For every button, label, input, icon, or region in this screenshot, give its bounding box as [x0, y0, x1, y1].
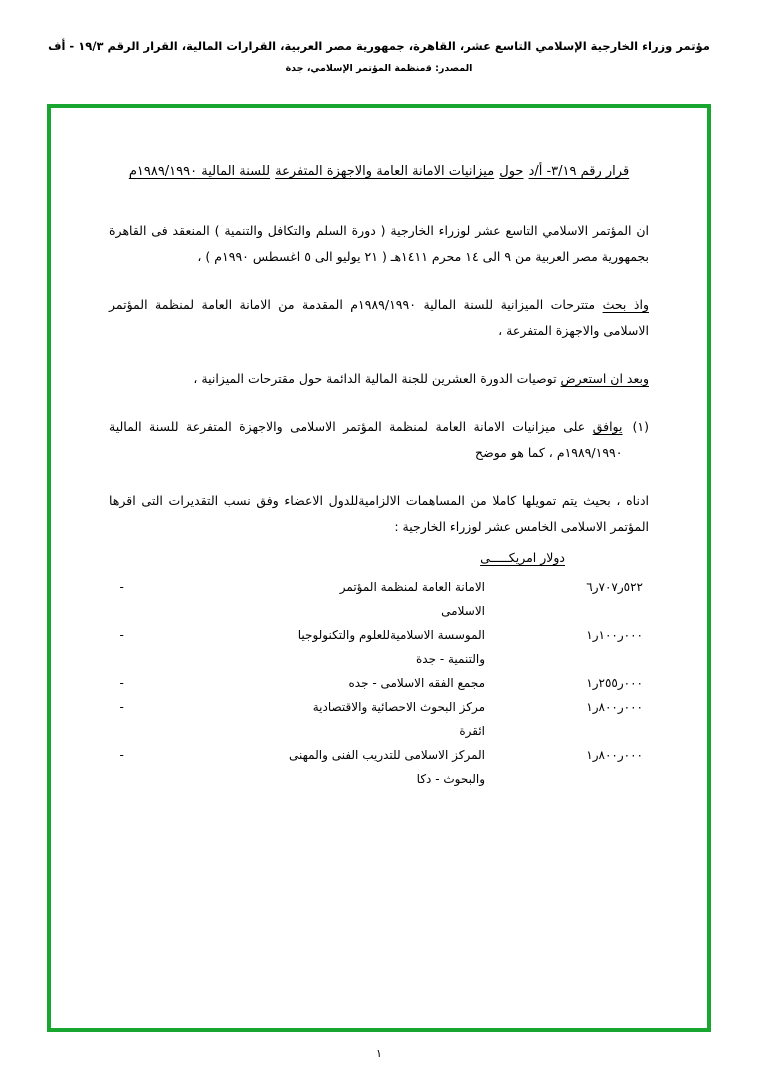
- table-row: [109, 671, 649, 695]
- budget-label-line-1: مجمع الفقه الاسلامى - جده: [348, 676, 485, 690]
- funding-paragraph: ادناه ، بحيث يتم تمويلها كاملا من المساهمات الالزامية‌للدول الاعضاء وفق نسب التقديرات التى اقرها المؤتمر الاسلامى الخامس عشر لوزراء الخارجية :: [109, 493, 649, 534]
- resolution-subject: ميزانيات الامانة العامة والاجهزة المتفرعة: [275, 164, 495, 179]
- preamble-2-lead: واذ بحث: [602, 297, 649, 312]
- page-number: ١: [376, 1047, 382, 1060]
- table-row: [109, 575, 649, 623]
- clause-1-rest: على ميزانيات الامانة العامة لمنظمة المؤتمر الاسلامى والاجهزة المتفرعة للسنة المالية ١٩٨٩/١٩٩٠م ، كما هو موضح: [109, 419, 623, 460]
- clause-1-text: [109, 414, 623, 466]
- table-row: [109, 623, 649, 671]
- budget-label-line-1: مركز البحوث الاحصائية والاقتصادية: [312, 700, 485, 714]
- budget-dash: -: [119, 748, 125, 762]
- budget-dash: -: [119, 580, 125, 594]
- budget-label: [179, 671, 493, 695]
- budget-label-line-2: والتنمية - جدة: [416, 652, 485, 666]
- preamble-2-rest: متترحات الميزانية للسنة المالية ١٩٨٩/١٩٩٠م المقدمة من الامانة العامة لمنظمة المؤتمر الاسلامى والاجهزة المتفرعة ،: [109, 297, 649, 338]
- resolution-title-block: [109, 160, 649, 184]
- budget-label-line-2: الاسلامى: [441, 604, 485, 618]
- table-row: [109, 695, 649, 743]
- budget-dash: -: [119, 628, 125, 642]
- budget-label-line-1: الامانة العامة لمنظمة المؤتمر: [339, 580, 485, 594]
- budget-amount: ٠٠٠ر٨٠٠ر١: [586, 748, 643, 762]
- document-body: [51, 108, 707, 1028]
- clause-1-lead: يوافق: [592, 419, 623, 434]
- green-border-frame: [47, 104, 711, 1032]
- budget-label-line-2: ائقرة: [459, 724, 485, 738]
- table-row: [109, 743, 649, 791]
- budget-label-line-1: الموسسة الاسلامية‌للعلوم والتكنولوجيا: [297, 628, 485, 642]
- header-source-line: المصدر: ﻗمنظمة المؤتمر الإسلامي، جدة: [285, 63, 473, 74]
- budget-amount: ٠٠٠ر٢٥٥ر١: [586, 676, 643, 690]
- budget-amount: ٥٢٢ر٧٠٧ر٦: [586, 580, 643, 594]
- resolution-number: قرار رقم ٣/١٩- أ/د: [528, 164, 630, 179]
- budget-label-line-2: والبحوث - دكا: [416, 772, 485, 786]
- clause-1-number: (١): [632, 419, 649, 434]
- preamble-paragraph-2: [109, 292, 649, 344]
- currency-heading: دولار امريكـــــى: [480, 550, 565, 565]
- budget-dash: -: [119, 700, 125, 714]
- document-header: [0, 38, 758, 76]
- budget-label-line-1: المركز الاسلامى للتدريب الفنى والمهنى: [289, 748, 485, 762]
- budget-amount: ٠٠٠ر٨٠٠ر١: [586, 700, 643, 714]
- operative-clause-1: [109, 414, 649, 466]
- budget-dash: -: [119, 676, 125, 690]
- budget-amount: ٠٠٠ر١٠٠ر١: [586, 628, 643, 642]
- budget-label: [179, 695, 493, 743]
- resolution-about-word: حول: [499, 164, 524, 179]
- header-citation-line: مؤتمر وزراء الخارجية الإسلامي التاسع عشر، القاهرة، جمهورية مصر العربية، القرارات المالية، القرار الرقم ١٩/٣ - أف: [48, 39, 710, 53]
- budget-label: [179, 743, 493, 791]
- preamble-3-lead: وبعد ان استعرض: [560, 371, 649, 386]
- budget-table: [109, 575, 649, 791]
- resolution-fiscal-year: للسنة المالية ١٩٨٩/١٩٩٠م: [128, 164, 271, 179]
- preamble-paragraph-1: ان المؤتمر الاسلامي التاسع عشر لوزراء الخارجية ( دورة السلم والتكافل والتنمية ) المنعقد فى القاهرة بجمهورية مصر العربية من ٩ الى ١٤ محرم ١٤١١هـ ( ٢١ يوليو الى ٥ اغسطس ١٩٩٠م ) ،: [109, 223, 649, 264]
- budget-label: [179, 623, 493, 671]
- preamble-3-rest: توصيات الدورة العشرين للجنة المالية الدائمة حول مقترحات الميزانية ،: [193, 371, 561, 386]
- preamble-paragraph-3: [109, 366, 649, 392]
- budget-label: [179, 575, 493, 623]
